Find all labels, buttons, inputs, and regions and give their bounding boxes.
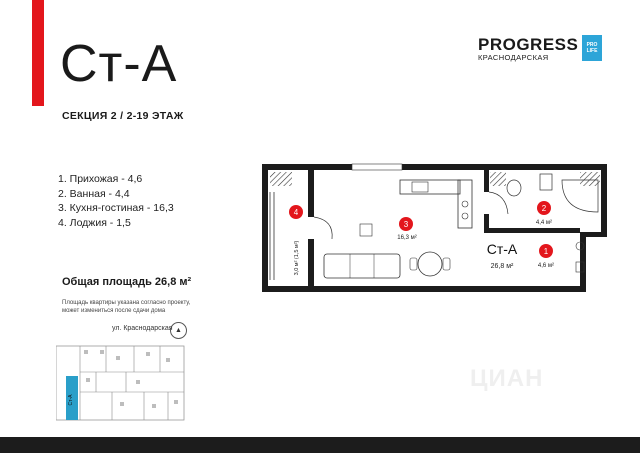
apartment-title: Ст-А <box>60 35 178 93</box>
logo-name: PROGRESS <box>478 35 579 54</box>
area-disclaimer: Площадь квартиры указана согласно проекту, может измениться после сдачи дома <box>62 300 191 314</box>
marker-2: 2 <box>541 204 547 213</box>
room-item: 3. Кухня-гостиная - 16,3 <box>58 202 174 214</box>
compass-icon: ▲ <box>170 322 187 339</box>
room-item: 4. Лоджия - 1,5 <box>58 216 131 229</box>
marker-1: 1 <box>543 247 549 256</box>
site-unit-label: Ст-А <box>68 394 74 406</box>
accent-bar <box>32 0 44 106</box>
logo-badge <box>582 35 602 61</box>
room-item: 2. Ванная - 4,4 <box>58 187 130 200</box>
marker-4-area: 3,0 м² (1,5 м²) <box>294 240 300 276</box>
logo-city: КРАСНОДАРСКАЯ <box>478 53 549 62</box>
total-area: Общая площадь 26,8 м² <box>62 276 192 288</box>
room-item: 1. Прихожая - 4,6 <box>58 173 143 185</box>
marker-3: 3 <box>403 220 409 229</box>
floor-plan <box>262 162 607 295</box>
room-list <box>58 172 174 230</box>
logo-badge-top: PRO <box>586 42 598 48</box>
brand-logo <box>478 35 608 65</box>
plan-unit-area: 26,8 м² <box>490 263 514 270</box>
logo-badge-bottom: LIFE <box>586 48 598 54</box>
footer-bar <box>0 437 640 453</box>
marker-4: 4 <box>293 208 299 217</box>
marker-2-area: 4,4 м² <box>535 220 553 226</box>
section-floor-label: СЕКЦИЯ 2 / 2-19 ЭТАЖ <box>62 110 184 122</box>
street-label: ул. Краснодарская <box>112 325 173 332</box>
watermark: ЦИАН <box>470 365 544 392</box>
marker-3-area: 16,3 м² <box>397 235 417 241</box>
plan-unit-code: Ст-А <box>486 241 518 257</box>
marker-1-area: 4,6 м² <box>537 263 555 269</box>
site-plan <box>56 344 186 422</box>
